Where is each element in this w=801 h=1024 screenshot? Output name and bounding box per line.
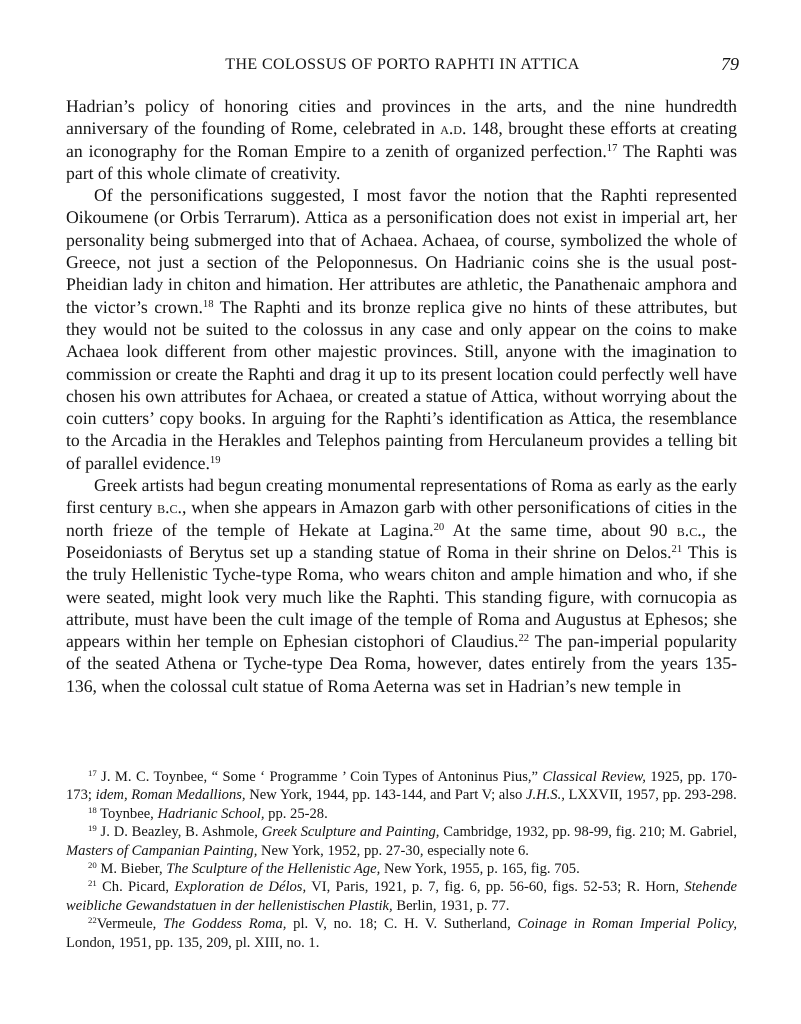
paragraph-2: [66, 184, 737, 474]
text-run: 148, brought these efforts at creating an iconography for the Roman Empire to a zenith of organized perfection.: [66, 118, 737, 161]
text-run: Berlin, 1931, p. 77.: [392, 897, 510, 914]
footnote-22: [66, 915, 737, 952]
paragraph-1: [66, 95, 737, 184]
footnote-ref-17[interactable]: 17: [606, 142, 618, 154]
footnote-ref-22[interactable]: 22: [518, 633, 530, 645]
text-run: Ch. Picard,: [96, 879, 175, 896]
citation-title: The Goddess Roma,: [163, 916, 287, 933]
text-run: Vermeule,: [96, 916, 164, 933]
era-abbreviation: b.c.: [676, 519, 702, 540]
footnote-number: 22: [88, 915, 97, 926]
citation-title: The Sculpture of the Hellenistic Age,: [166, 861, 381, 878]
text-run: The Raphti was part of this whole climate of creativity.: [66, 140, 738, 183]
era-abbreviation: b.c.: [157, 497, 182, 518]
footnote-20: [66, 860, 737, 878]
footnote-number: 21: [88, 878, 97, 889]
citation-title: Masters of Campanian Painting,: [66, 842, 258, 859]
text-run: New York, 1944, pp. 143-144, and Part V; also: [245, 787, 526, 804]
footnote-21: [66, 878, 737, 915]
footnote-number: 17: [88, 768, 97, 779]
text-run: J. D. Beazley, B. Ashmole,: [96, 824, 262, 841]
text-run: LXXVII, 1957, pp. 293-298.: [564, 787, 737, 804]
footnote-ref-19[interactable]: 19: [209, 454, 221, 466]
text-run: VI, Paris, 1921, p. 7, fig. 6, pp. 56-60, figs. 52-53; R. Horn,: [306, 879, 685, 896]
citation-title: Greek Sculpture and Painting,: [261, 824, 440, 841]
text-run: 1925, pp. 170-173;: [66, 769, 737, 804]
text-run: J. M. C. Toynbee, “ Some ‘ Programme ’ Coin Types of Antoninus Pius,”: [96, 769, 543, 785]
footnote-number: 18: [88, 805, 97, 815]
footnote-18: [66, 805, 737, 823]
citation-title: J.H.S.,: [525, 787, 565, 804]
text-run: The pan-imperial popularity of the seated Athena or Tyche-type Dea Roma, however, dates entirely from the years 135-136, when the colossal cult statue of Roma Aeterna was set in Hadrian’s new temple in: [66, 631, 737, 696]
text-run: Greek artists had begun creating monumental representations of Roma as early as the early first century: [66, 475, 737, 518]
footnote-number: 20: [88, 860, 97, 871]
text-run: Cambridge, 1932, pp. 98-99, fig. 210; M. Gabriel,: [439, 824, 738, 841]
text-run: The Raphti and its bronze replica give no hints of these attributes, but they would not be suited to the colossus in any case and only appear on the coins to make Achaea look different from other majestic provinces. Still, anyone with the imagination to commission or create the Raphti and drag it up to its present location could perfectly well have chosen his own attributes for Achaea, or created a statue of Attica, without worrying about the coin cutters’ copy books. In arguing for the Raphti’s identification as Attica, the resemblance to the Arcadia in the Herakles and Telephos painting from Herculaneum provides a telling bit of parallel evidence.: [66, 296, 737, 473]
text-run: pl. V, no. 18; C. H. V. Sutherland,: [286, 916, 518, 933]
text-run: pp. 25-28.: [264, 805, 328, 822]
text-run: At the same time, about 90: [444, 519, 677, 540]
citation-title: Exploration de Délos,: [174, 879, 307, 896]
body-text: [66, 95, 737, 697]
text-run: , the Poseidoniasts of Berytus set up a standing statue of Roma in their shrine on Delos.: [66, 519, 737, 562]
footnote-ref-18[interactable]: 18: [202, 298, 214, 310]
footnote-19: [66, 823, 737, 860]
citation-title: Stehende weibliche Gewandstatuen in der hellenistischen Plastik,: [66, 879, 737, 914]
footnotes: [66, 768, 737, 952]
paragraph-3: [66, 474, 737, 697]
era-abbreviation: a.d.: [440, 118, 467, 139]
text-run: London, 1951, pp. 135, 209, pl. XIII, no. 1.: [66, 934, 320, 951]
footnote-ref-20[interactable]: 20: [433, 521, 445, 533]
text-run: New York, 1955, p. 165, fig. 705.: [380, 861, 580, 878]
footnote-17: [66, 768, 737, 805]
text-run: New York, 1952, pp. 27-30, especially note 6.: [257, 842, 529, 859]
text-run: Hadrian’s policy of honoring cities and provinces in the arts, and the nine hundredth anniversary of the founding of Rome, celebrated in: [66, 96, 737, 139]
text-run: M. Bieber,: [96, 861, 167, 878]
running-header: [66, 54, 739, 78]
citation-title: Hadrianic School,: [157, 805, 265, 822]
citation-title: Classical Review,: [542, 769, 646, 785]
footnote-number: 19: [88, 823, 97, 834]
running-title: THE COLOSSUS OF PORTO RAPHTI IN ATTICA: [225, 56, 580, 73]
text-run: Toynbee,: [96, 805, 158, 822]
citation-title: Coinage in Roman Imperial Policy,: [517, 916, 737, 933]
footnote-ref-21[interactable]: 21: [671, 544, 683, 556]
citation-title: idem, Roman Medallions,: [95, 787, 246, 804]
text-run: , when she appears in Amazon garb with other personifications of cities in the north frieze of the temple of Hekate at Lagina.: [66, 497, 737, 540]
page-number: 79: [721, 54, 739, 74]
text-run: This is the truly Hellenistic Tyche-type Roma, who wears chiton and ample himation and who, if she were seated, might look very much like the Raphti. This standing figure, with cornucopia as attribute, must have been the cult image of the temple of Roma and Augustus at Ephesos; she appears within her temple on Ephesian cistophori of Claudius.: [66, 541, 737, 652]
text-run: Of the personifications suggested, I most favor the notion that the Raphti represented Oikoumene (or Orbis Terrarum). Attica as a personification does not exist in imperial art, her personality being submerged into that of Achaea. Achaea, of course, symbolized the whole of Greece, not just a section of the Peloponnesus. On Hadrianic coins she is the usual post-Pheidian lady in chiton and himation. Her attributes are athletic, the Panathenaic amphora and the victor’s crown.: [66, 185, 737, 317]
